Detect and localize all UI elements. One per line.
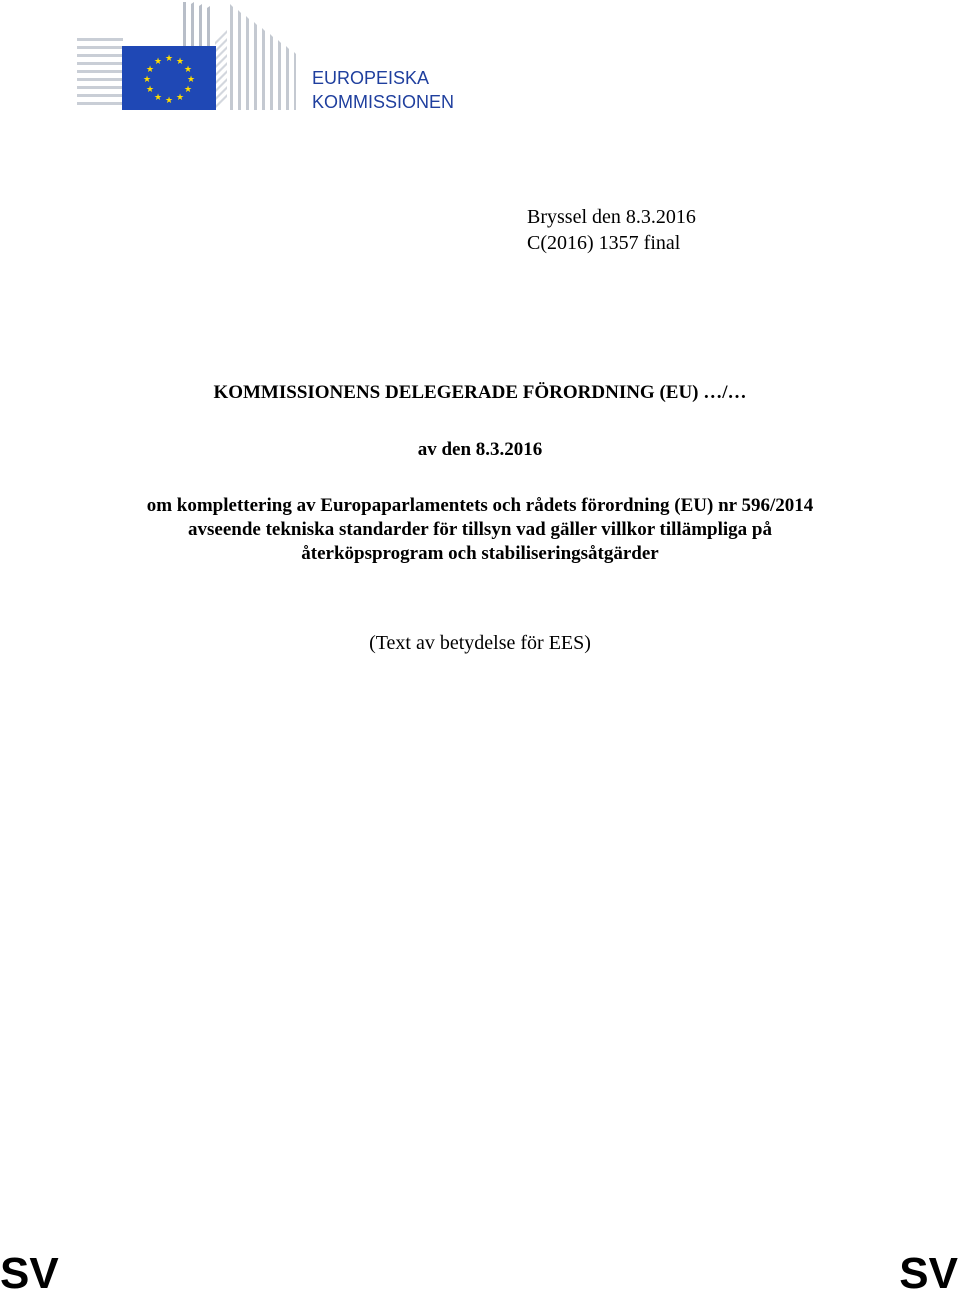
european-commission-logo <box>75 2 297 112</box>
date-reference-block <box>527 204 696 256</box>
eea-relevance-note: (Text av betydelse för EES) <box>369 632 591 654</box>
document-reference: C(2016) 1357 final <box>527 232 681 254</box>
svg-text:★: ★ <box>153 57 163 67</box>
subject-line: återköpsprogram och stabiliseringsåtgärder <box>301 543 659 564</box>
svg-text:★: ★ <box>175 57 185 67</box>
svg-text:★: ★ <box>153 93 163 103</box>
svg-text:★: ★ <box>186 75 196 85</box>
svg-text:★: ★ <box>164 54 174 64</box>
language-code-left: SV <box>0 1249 59 1298</box>
org-name-line2: KOMMISSIONEN <box>312 92 455 112</box>
svg-text:★: ★ <box>142 75 152 85</box>
subject-line: avseende tekniska standarder för tillsyn vad gäller villkor tillämpliga på <box>188 519 772 540</box>
svg-text:★: ★ <box>145 85 155 95</box>
place-date: Bryssel den 8.3.2016 <box>527 206 696 228</box>
svg-text:★: ★ <box>175 93 185 103</box>
language-code-right: SV <box>899 1249 958 1298</box>
document-title: KOMMISSIONENS DELEGERADE FÖRORDNING (EU) …/… <box>213 382 747 403</box>
svg-text:★: ★ <box>183 65 193 75</box>
subject-line: om komplettering av Europaparlamentets och rådets förordning (EU) nr 596/2014 <box>146 495 814 516</box>
berlaymont-building-icon <box>75 2 297 112</box>
org-name-line1: EUROPEISKA <box>312 68 430 88</box>
document-date: av den 8.3.2016 <box>417 439 543 460</box>
svg-text:★: ★ <box>145 65 155 75</box>
document-subject <box>0 494 960 566</box>
svg-text:★: ★ <box>183 85 193 95</box>
organization-name <box>312 66 454 114</box>
svg-text:★: ★ <box>164 96 174 106</box>
